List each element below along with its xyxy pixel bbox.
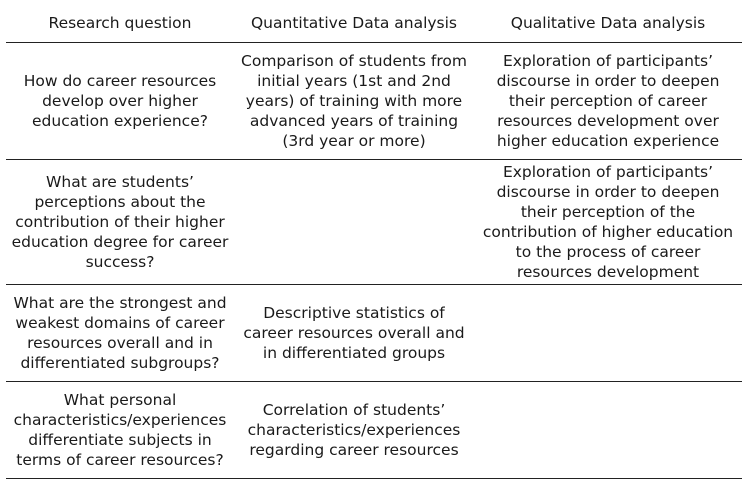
quantitative-cell [234,382,474,479]
table-header [6,4,742,43]
cell-text: How do career resources develop over higher education experience? [23,72,217,130]
header-quantitative-analysis: Quantitative Data analysis [234,4,474,43]
header-research-question: Research question [6,4,234,43]
cell-text: What are students’ perceptions about the contribution of their higher education degree for career success? [11,173,229,271]
cell-text: What are the strongest and weakest domains of career resources overall and in differentiated subgroups? [13,294,227,372]
quantitative-cell [234,160,474,285]
header-row [6,4,742,43]
table-row [6,160,742,285]
qualitative-cell [474,382,742,479]
table-row [6,285,742,382]
cell-text: Exploration of participants’ discourse in order to deepen their perception of the contribution of higher education to the process of career resources development [482,163,734,281]
research-question-cell [6,160,234,285]
research-question-cell [6,285,234,382]
header-qualitative-analysis: Qualitative Data analysis [474,4,742,43]
qualitative-cell [474,43,742,160]
table-body [6,43,742,479]
qualitative-cell [474,285,742,382]
cell-text: Comparison of students from initial years (1st and 2nd years) of training with more advanced years of training (3rd year or more) [241,52,467,150]
research-question-cell [6,43,234,160]
cell-text: Descriptive statistics of career resources overall and in differentiated groups [243,304,465,362]
table-row [6,43,742,160]
research-design-table [6,4,742,479]
research-question-cell [6,382,234,479]
cell-text: Correlation of students’ characteristics/experiences regarding career resources [247,401,461,459]
quantitative-cell [234,285,474,382]
table-row [6,382,742,479]
quantitative-cell [234,43,474,160]
cell-text: What personal characteristics/experiences differentiate subjects in terms of career resources? [13,391,227,469]
cell-text: Exploration of participants’ discourse in order to deepen their perception of career resources development over higher education experience [496,52,720,150]
qualitative-cell [474,160,742,285]
